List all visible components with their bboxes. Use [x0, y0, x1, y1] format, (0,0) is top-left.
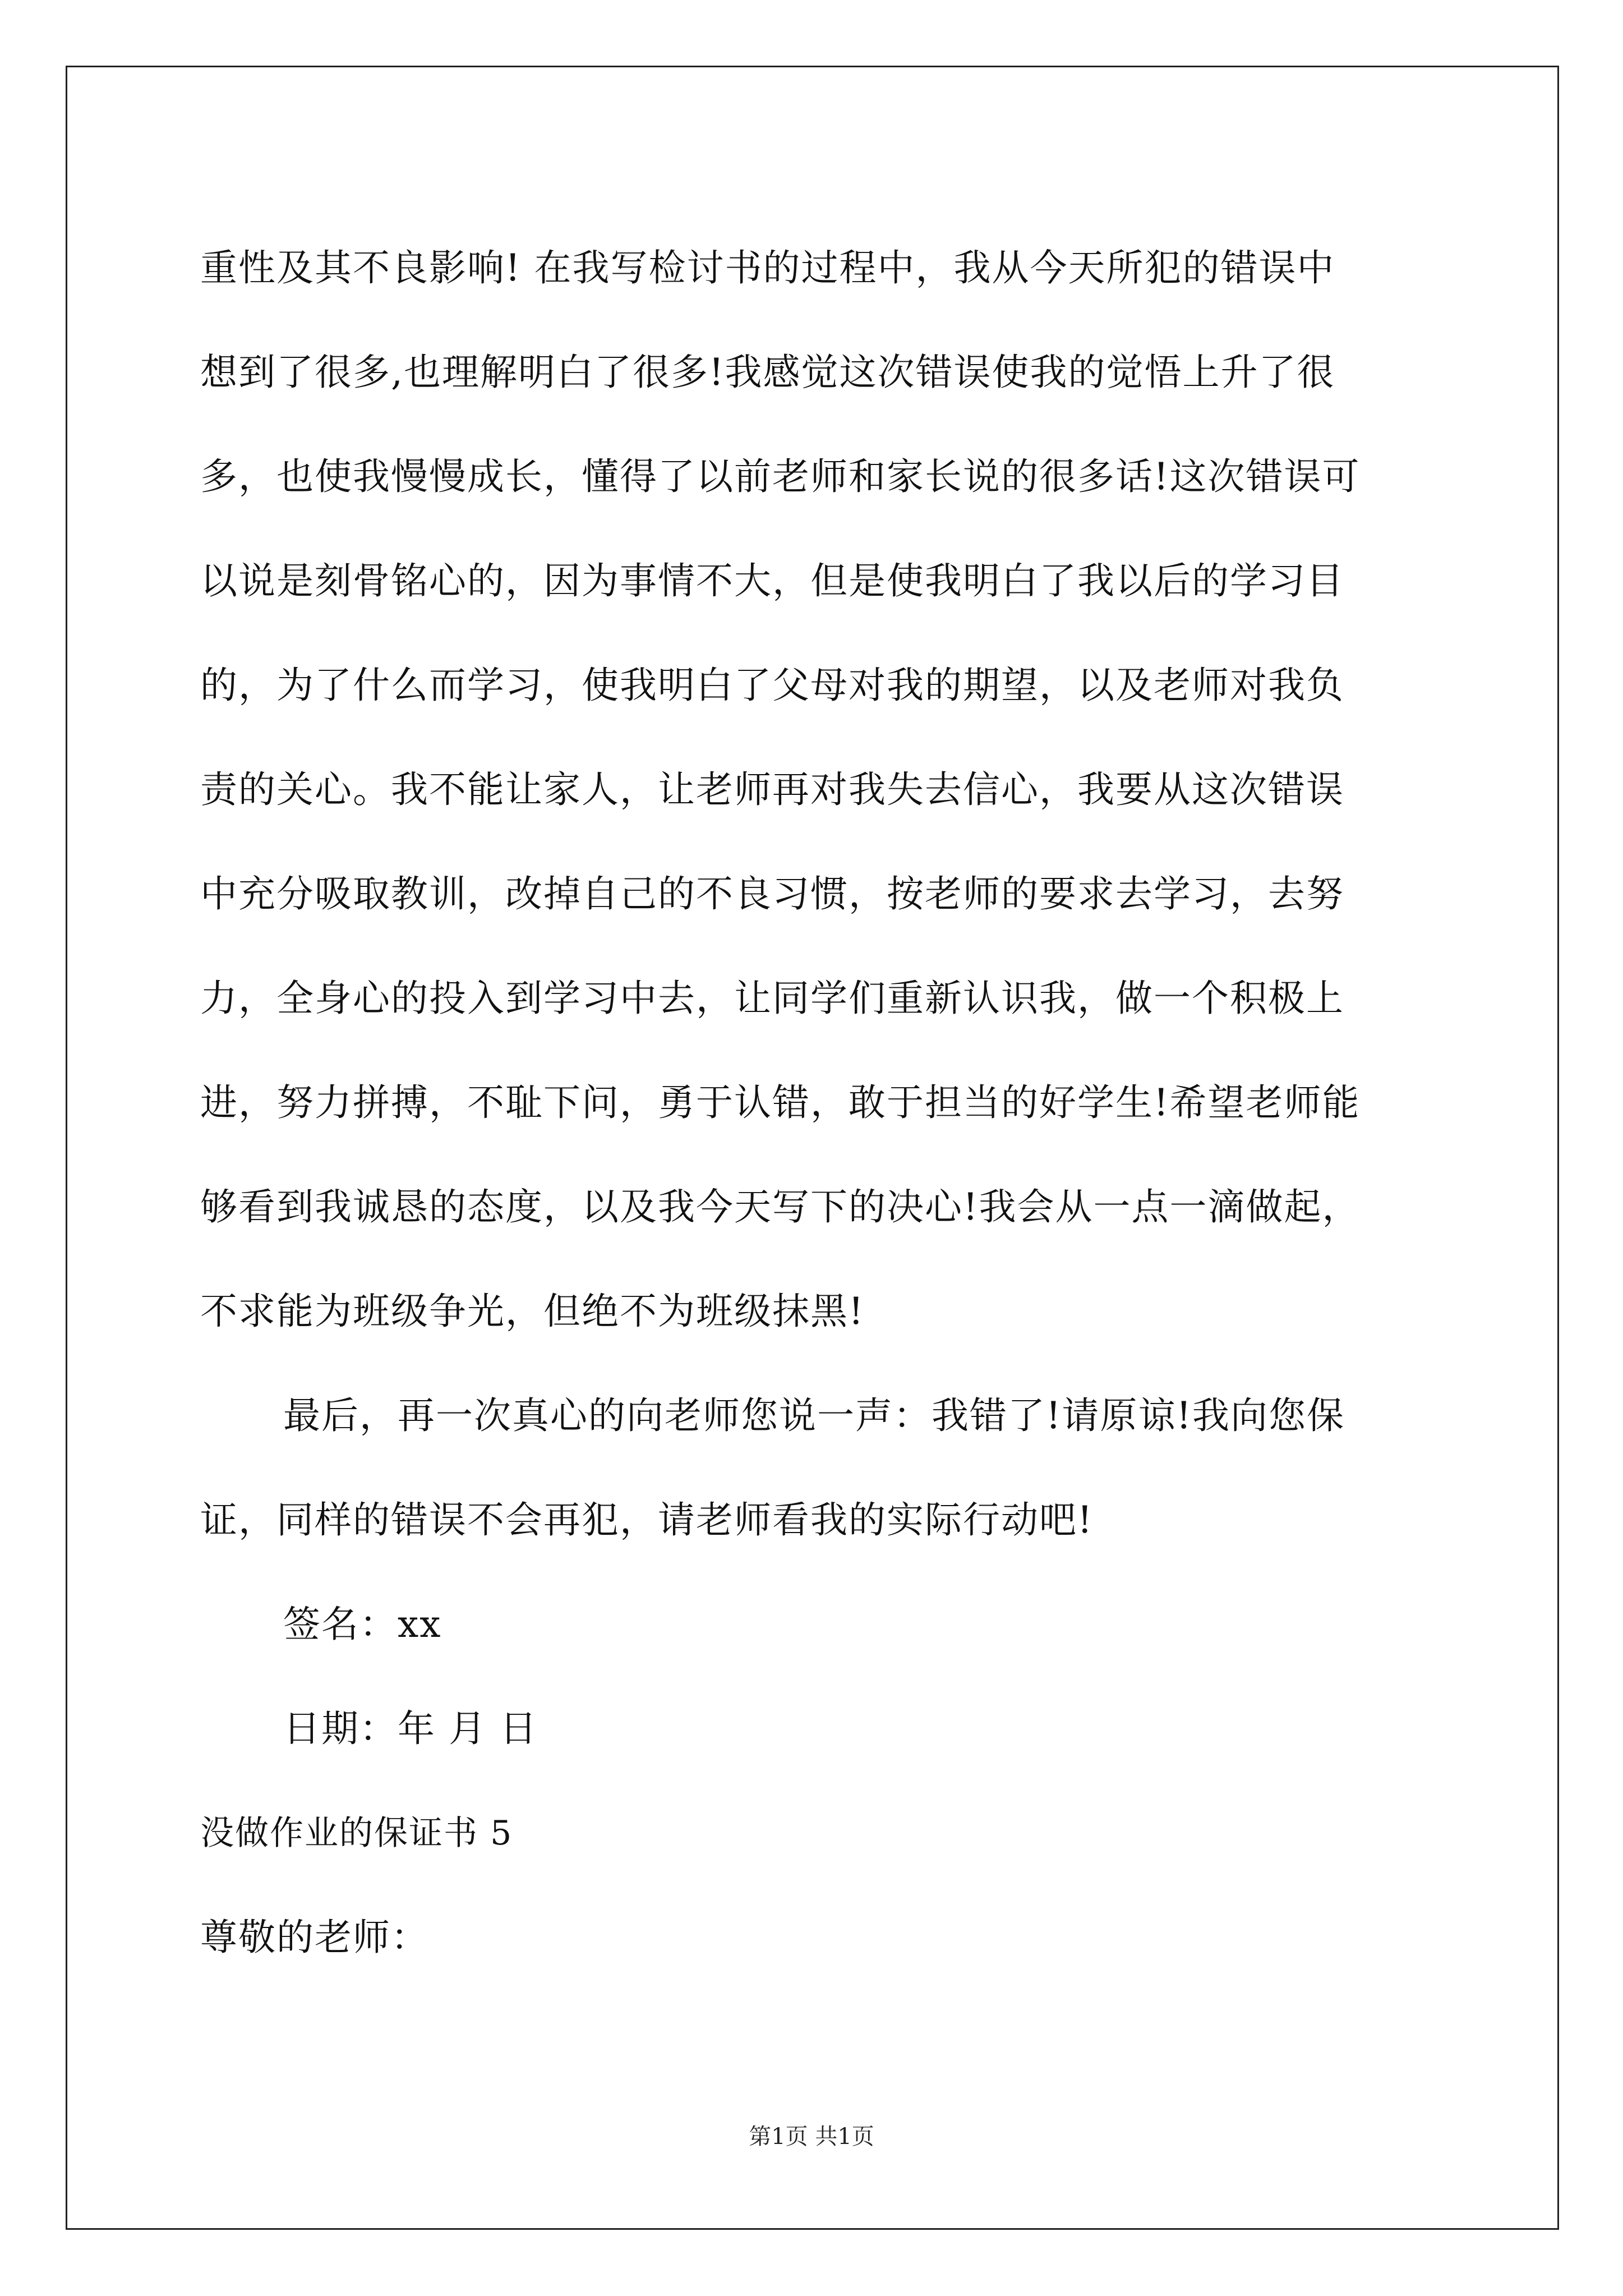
document-body	[200, 216, 1462, 1990]
closing-line: 证，同样的错误不会再犯，请老师看我的实际行动吧!	[200, 1498, 1094, 1542]
body-line: 中充分吸取教训，改掉自己的不良习惯，按老师的要求去学习，去努	[200, 872, 1344, 915]
closing-line: 最后，再一次真心的向老师您说一声：我错了!请原谅!我向您保	[283, 1394, 1345, 1437]
body-line: 多，也使我慢慢成长，懂得了以前老师和家长说的很多话!这次错误可	[200, 455, 1361, 498]
body-line: 不求能为班级争光，但绝不为班级抹黑!	[200, 1290, 865, 1333]
signature: 签名：xx	[283, 1603, 442, 1646]
body-line: 重性及其不良影响! 在我写检讨书的过程中，我从今天所犯的错误中	[200, 246, 1335, 289]
body-line: 的，为了什么而学习，使我明白了父母对我的期望，以及老师对我负	[200, 664, 1344, 707]
body-line: 力，全身心的投入到学习中去，让同学们重新认识我，做一个积极上	[200, 977, 1344, 1020]
body-line: 想到了很多,也理解明白了很多!我感觉这次错误使我的觉悟上升了很	[200, 351, 1335, 394]
date-line: 日期：年 月 日	[283, 1707, 538, 1750]
section-title: 没做作业的保证书 5	[200, 1814, 513, 1853]
page-footer: 第1页 共1页	[749, 2124, 874, 2150]
body-line: 进，努力拼搏，不耻下问，勇于认错，敢于担当的好学生!希望老师能	[200, 1081, 1361, 1124]
body-line: 够看到我诚恳的态度，以及我今天写下的决心!我会从一点一滴做起，	[200, 1185, 1361, 1228]
body-line: 以说是刻骨铭心的，因为事情不大，但是使我明白了我以后的学习目	[200, 559, 1344, 602]
body-line: 责的关心。我不能让家人，让老师再对我失去信心，我要从这次错误	[200, 768, 1344, 811]
salutation: 尊敬的老师：	[200, 1916, 429, 1959]
